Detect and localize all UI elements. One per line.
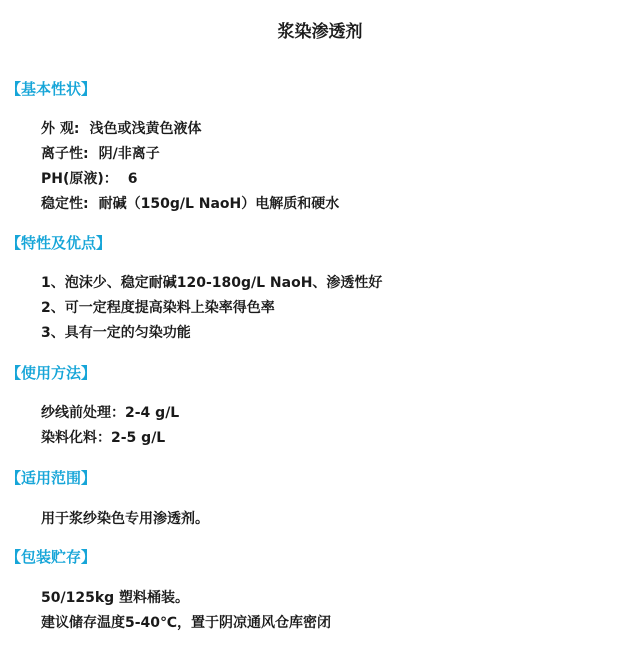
appearance-label: 外 观: (41, 121, 80, 137)
property-ph (41, 168, 138, 190)
appearance-value: 浅色或浅黄色液体 (89, 121, 202, 137)
feature-item: 1、泡沫少、稳定耐碱120-180g/L NaoH、渗透性好 (41, 275, 383, 291)
feature-item: 2、可一定程度提高染料上染率得色率 (41, 300, 275, 316)
section-heading-usage: 【使用方法】 (6, 364, 97, 382)
section-heading-features: 【特性及优点】 (6, 234, 112, 252)
ph-value: 6 (127, 171, 138, 187)
section-heading-scope: 【适用范围】 (6, 469, 97, 487)
storage-item: 建议储存温度5-40℃，置于阴凉通风仓库密闭 (41, 615, 331, 631)
property-appearance (41, 118, 201, 140)
section-heading-storage: 【包装贮存】 (6, 548, 97, 566)
usage-item: 纱线前处理：2-4 g/L (41, 405, 180, 421)
property-stability (41, 193, 339, 215)
stability-label: 稳定性: (41, 196, 89, 212)
stability-value: 耐碱（150g/L NaoH）电解质和硬水 (98, 196, 340, 212)
page-title: 浆染渗透剂 (277, 22, 363, 42)
storage-item: 50/125kg 塑料桶装。 (41, 590, 190, 606)
usage-item: 染料化料：2-5 g/L (41, 430, 166, 446)
section-heading-basic: 【基本性状】 (6, 80, 97, 98)
ph-label: PH(原液)： (41, 171, 118, 187)
property-ionic (41, 143, 160, 165)
ionic-label: 离子性: (41, 146, 89, 162)
ionic-value: 阴/非离子 (98, 146, 160, 162)
feature-item: 3、具有一定的匀染功能 (41, 325, 191, 341)
scope-text: 用于浆纱染色专用渗透剂。 (41, 511, 209, 527)
